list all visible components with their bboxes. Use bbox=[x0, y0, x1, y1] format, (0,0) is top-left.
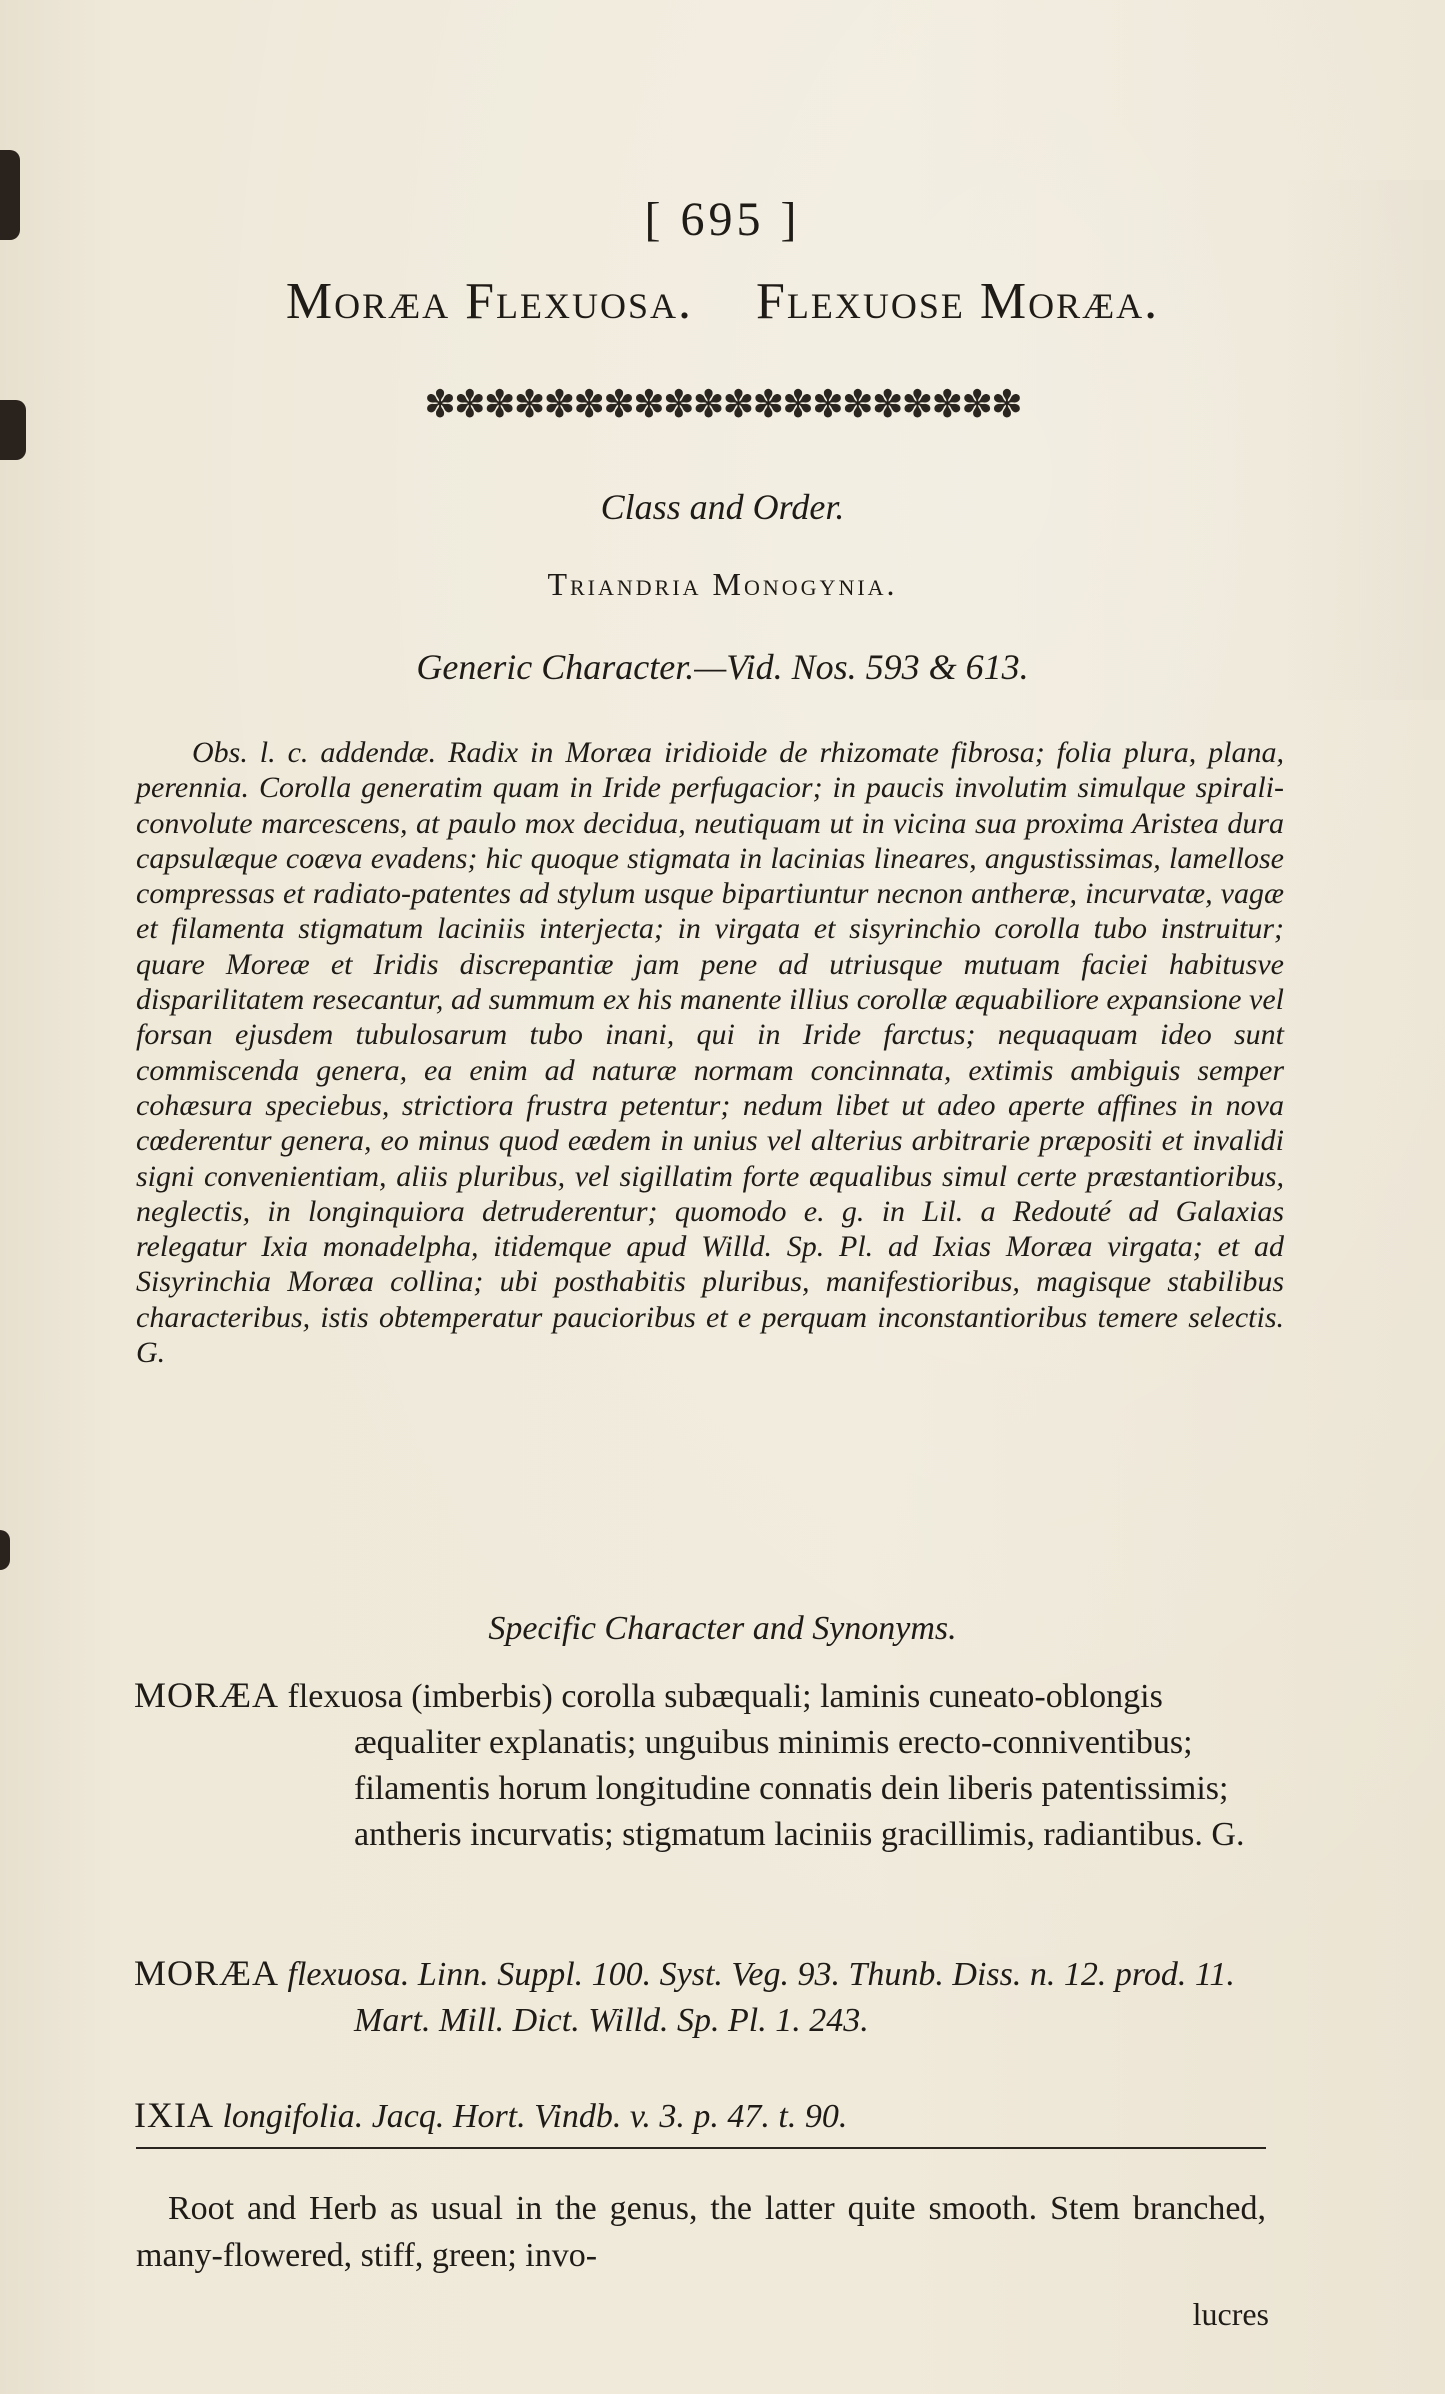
observation-paragraph: Obs. l. c. addendæ. Radix in Moræa iridioide de rhizomate fibrosa; folia plura, plana, perennia. Corolla generatim quam in Iride perfugacior; in paucis involutim simulque spirali-convolute marcescens, at paulo mox decidua, neutiquam ut in vicina sua proxima Aristea dura capsulæque coæva evadens; hic quoque stigmata in lacinias lineares, angustissimas, lamellose compressas et radiato-patentes ad stylum usque bipartiuntur necnon antheræ, incurvatæ, vagæ et filamenta stigmatum laciniis interjecta; in virgata et sisyrinchio corolla tubo instruitur; quare Moreæ et Iridis discrepantiæ jam pene ad utriusque mutuam faciei habitusve disparilitatem resecantur, ad summum ex his manente illius corollæ æquabiliore expansione vel forsan ejusdem tubulosarum tubo inani, qui in Iride farctus; nequaquam ideo sunt commiscenda genera, ea enim ad naturæ normam concinnata, extimis ambiguis semper cohæsura speciebus, strictiora frustra petentur; nedum libet ut adeo aperte affines in nova cœderentur genera, eo minus quod eædem in unius vel alterius arbitrarie præpositi et invalidi signi convenientiam, aliis pluribus, vel sigillatim forte æqualibus simul certe præstantioribus, neglectis, in longinquiora detruderentur; quomodo e. g. in Lil. a Redouté ad Galaxias relegatur Ixia monadelpha, itidemque apud Willd. Sp. Pl. ad Ixias Moræa virgata; et ad Sisyrinchia Moræa collina; ubi posthabitis pluribus, manifestioribus, magisque stabilibus characteribus, istis obtemperatur paucioribus et e perquam inconstantioribus temere selectis. G. bbox=[136, 736, 1284, 1370]
specific-character-heading: Specific Character and Synonyms. bbox=[488, 1610, 957, 1647]
page-number: [ 695 ] bbox=[644, 193, 801, 246]
catchword: lucres bbox=[1192, 2296, 1269, 2332]
ornament-row: ✽✽✽✽✽✽✽✽✽✽✽✽✽✽✽✽✽✽✽✽ bbox=[424, 382, 1021, 426]
entry-genus: MORÆA bbox=[134, 1953, 280, 1993]
class-order-value: Triandria Monogynia. bbox=[547, 566, 898, 602]
generic-character: Generic Character.—Vid. Nos. 593 & 613. bbox=[416, 647, 1029, 687]
page-title bbox=[0, 272, 1445, 331]
edge-damage bbox=[0, 1530, 10, 1570]
synonym-entry bbox=[134, 1950, 1269, 2044]
entry-text: longifolia. Jacq. Hort. Vindb. v. 3. p. 47. t. 90. bbox=[222, 2098, 848, 2135]
title-latin: Moræa Flexuosa. bbox=[285, 273, 693, 330]
description-paragraph: Root and Herb as usual in the genus, the latter quite smooth. Stem branched, many-flowered, stiff, green; invo- bbox=[136, 2190, 1266, 2274]
entry-text: flexuosa. Linn. Suppl. 100. Syst. Veg. 93. Thunb. Diss. n. 12. prod. 11. Mart. Mill. Dict. Willd. Sp. Pl. 1. 243. bbox=[287, 1956, 1235, 2039]
divider bbox=[136, 2147, 1266, 2149]
entry-genus: MORÆA bbox=[134, 1675, 280, 1715]
title-english: Flexuose Moræa. bbox=[756, 273, 1160, 330]
class-order-heading: Class and Order. bbox=[600, 487, 845, 527]
synonym-entry bbox=[134, 1672, 1269, 1858]
entry-text: flexuosa (imberbis) corolla subæquali; laminis cuneato-oblongis æqualiter explanatis; unguibus minimis erecto-conniventibus; filamentis horum longitudine connatis dein liberis patentissimis; antheris incurvatis; stigmatum laciniis gracillimis, radiantibus. G. bbox=[287, 1678, 1245, 1853]
entry-genus: IXIA bbox=[134, 2095, 214, 2135]
show-through-shadow bbox=[1285, 180, 1445, 700]
synonym-entry bbox=[134, 2092, 1269, 2140]
